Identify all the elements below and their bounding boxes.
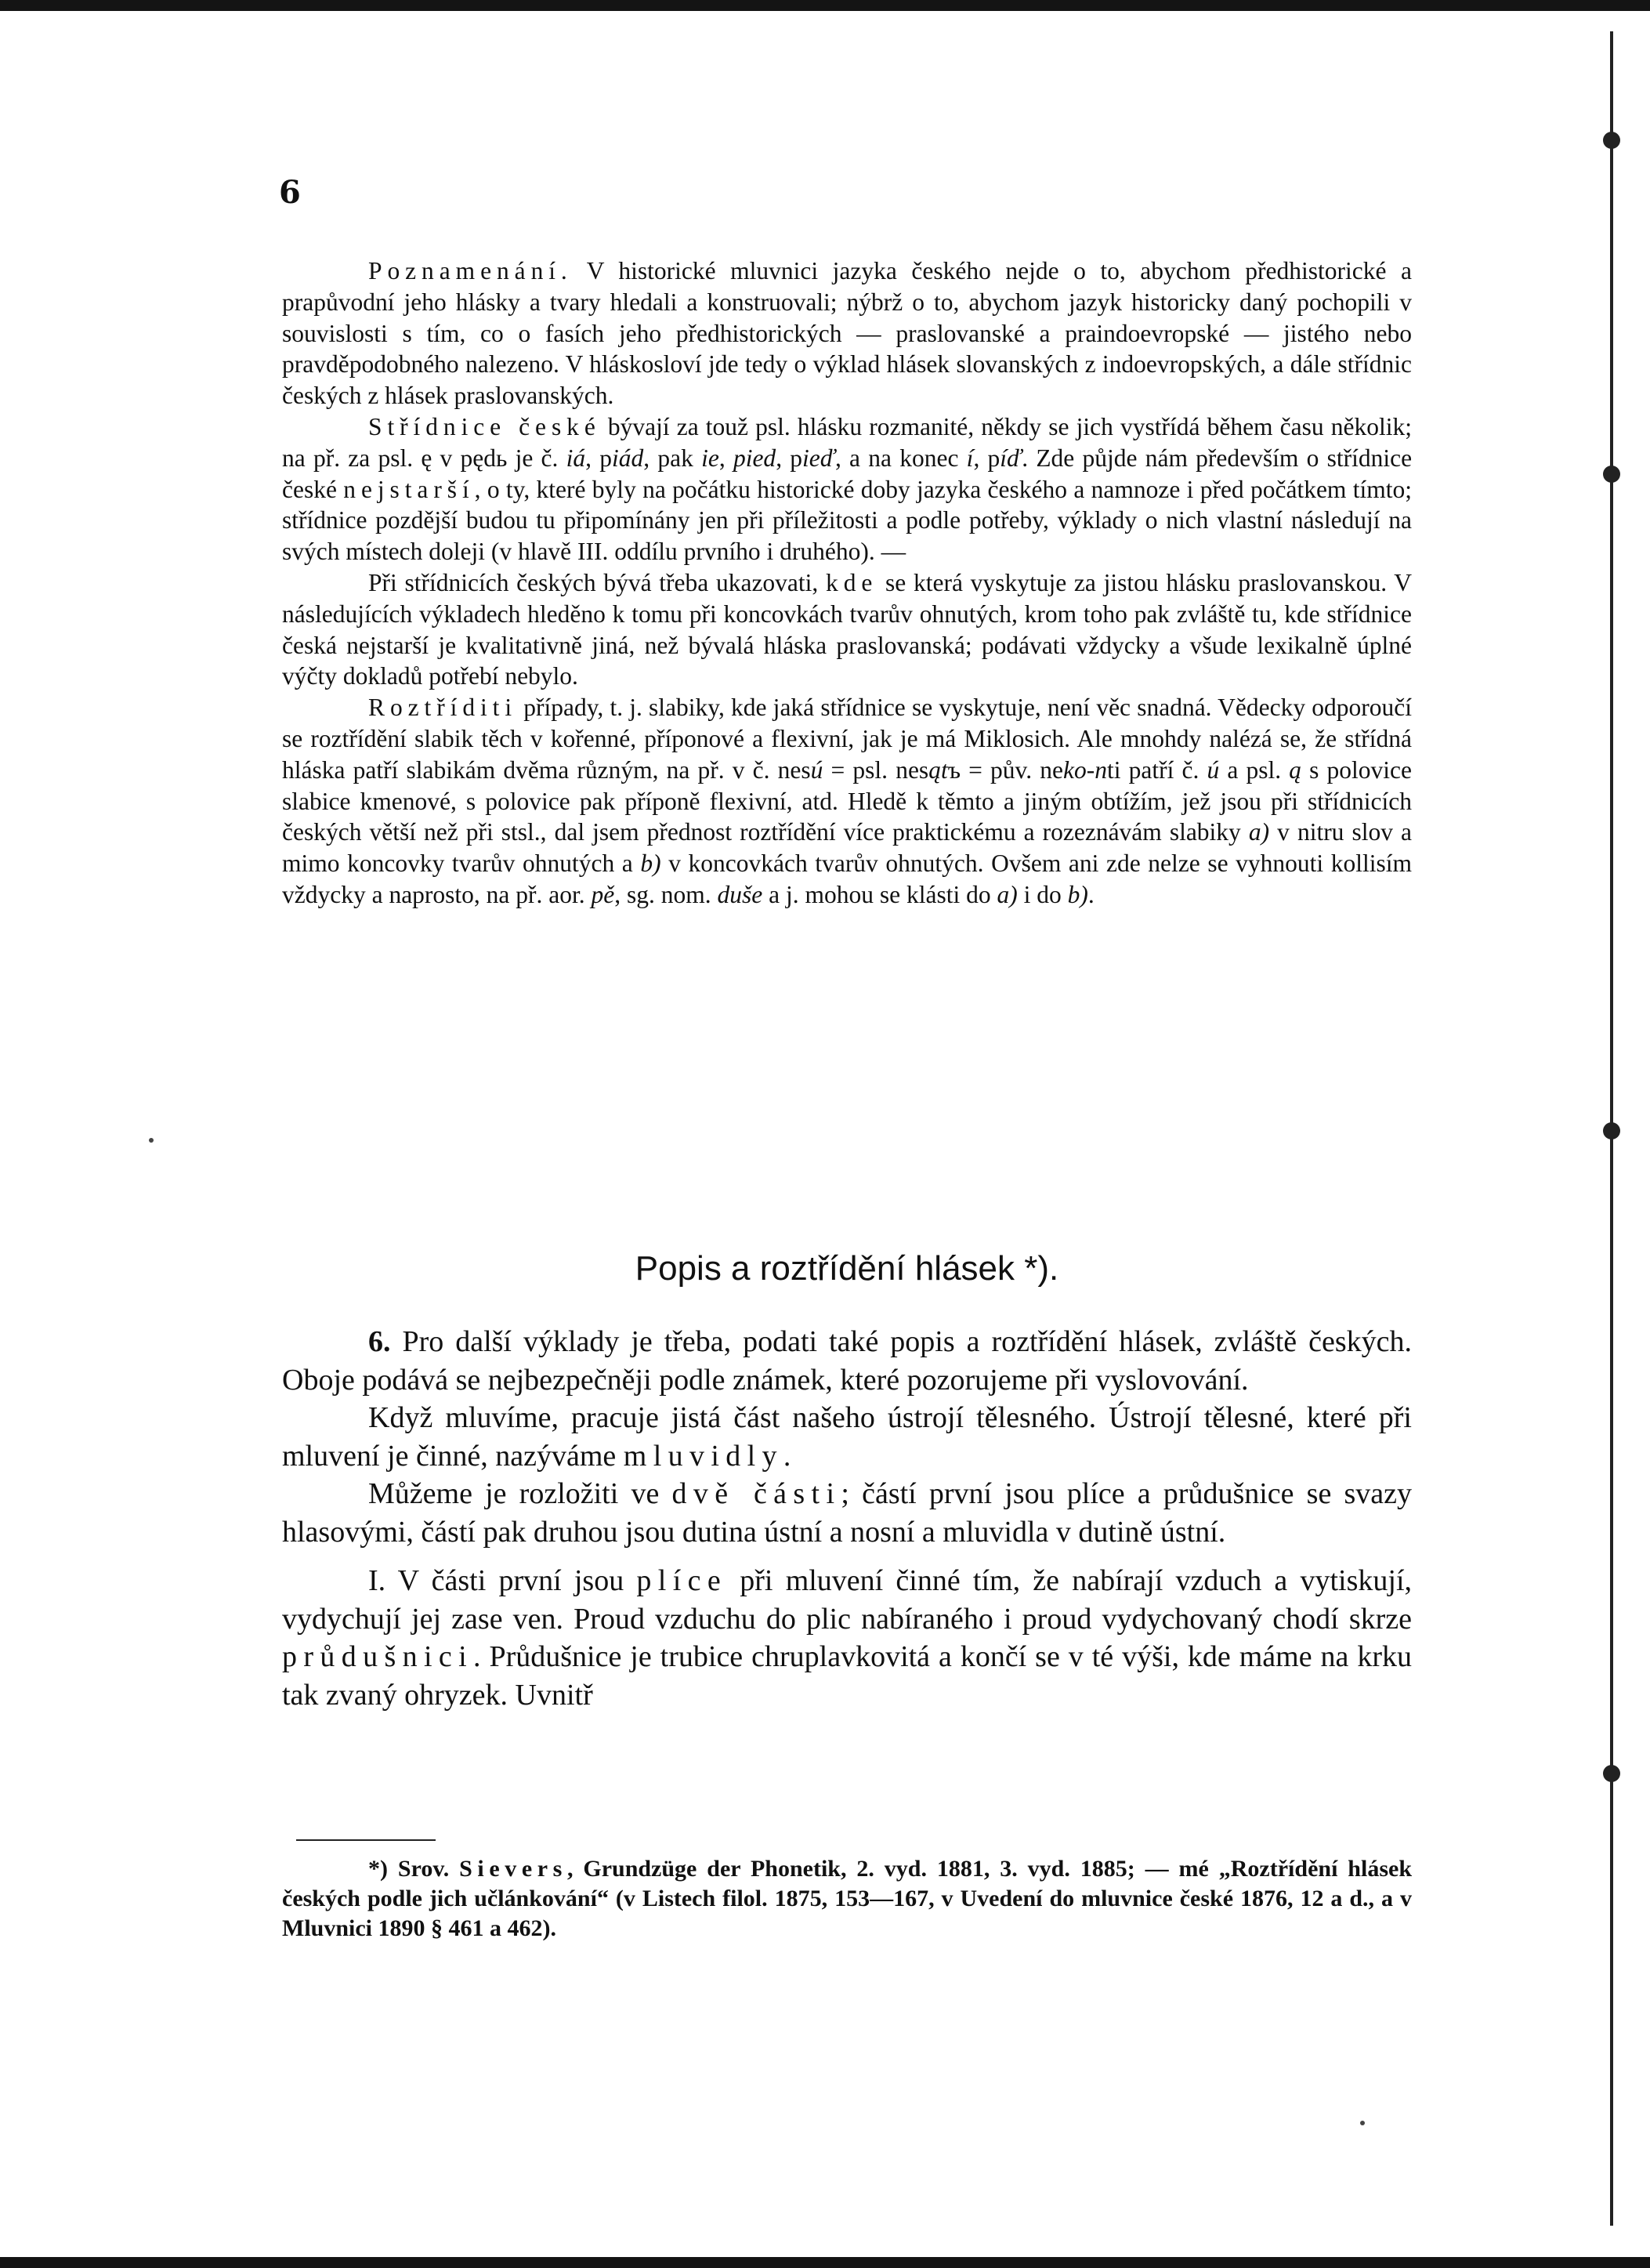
remark-section xyxy=(282,255,1412,911)
text-span: ; částí první jsou plíce a průdušnice se svazy hlasovými, částí pak druhou jsou dutina ústní a nosní a mluvidla v dutině ústní. xyxy=(282,1477,1413,1549)
remark-lead: Poznamenání. xyxy=(368,257,573,284)
edge-mark xyxy=(1603,466,1620,483)
remark-text: V historické mluvnici jazyka českého nejde o to, abychom předhistorické a prapůvodní jeho hlásky a tvary hledali a konstruovali; nýbrž o to, abychom jazyk historicky daný pochopili v souvislosti s tím, co o fasích jeho předhistorických — praslovanské a praindoevropské — jistého nebo pravděpodobného nalezeno. V hláskosloví jde tedy o výklad hlásek slovanských z indoevropských, a dále střídnic českých z hlásek praslovanských. xyxy=(282,257,1412,410)
term-nejstarsi: nejstarší xyxy=(343,475,475,503)
label-a: a) xyxy=(1248,818,1270,846)
term-prudusnici: průdušnici xyxy=(282,1640,474,1673)
text-span: . Průdušnice je trubice chruplavkovitá a končí se v té výši, kde máme na krku tak zvaný ohryzek. Uvnitř xyxy=(282,1640,1412,1712)
edge-mark xyxy=(1603,132,1620,149)
text-span: bývají za touž psl. hlásku rozmanité, někdy se jich vystřídá během času několik; na př. za psl. ę v pędь je č. xyxy=(282,412,1412,472)
form-ie: ie xyxy=(701,444,719,472)
text-span: , o ty, které byly na počátku historické doby jazyka českého a namnoze i před počátkem tímto; střídnice pozdější budou tu připomínány jen při příležitosti a podle potřeby, výklady o nich vlastní následují na svých místech doleji (v hlavě III. oddílu prvního i druhého). — xyxy=(282,475,1413,566)
edge-mark xyxy=(1603,1122,1620,1139)
text-span: případy, t. j. slabiky, kde jaká střídnice se vyskytuje, není věc snadná. Vědecky odporoučí se roztřídění slabik těch v kořenné, příponové a flexivní, jak je má Miklosich. Ale mnohdy nalézá se, že střídná hláska patří slabikám dvěma různým, na př. v č. nes xyxy=(282,694,1412,784)
main-paragraph-3 xyxy=(282,1475,1412,1551)
remark-paragraph-4 xyxy=(282,692,1412,911)
text-span: , p xyxy=(776,444,803,472)
footnote-divider xyxy=(296,1839,436,1841)
text-span: Pro další výklady je třeba, podati také popis a roztřídění hlásek, zvláště českých. Oboje podává se nejbezpečněji podle známek, které pozorujeme při vyslovování. xyxy=(282,1325,1413,1397)
text-span: . xyxy=(783,1439,791,1473)
main-section xyxy=(282,1323,1412,1714)
label-b: b) xyxy=(640,850,661,878)
form-id: íď xyxy=(1000,444,1022,472)
form-ia: iá xyxy=(566,444,586,472)
label-a: a) xyxy=(997,880,1018,908)
text-span: , sg. nom. xyxy=(614,880,711,908)
text-span: , Grundzüge der Phonetik, 2. vyd. 1881, 3. vyd. 1885; — mé „Roztřídění hlásek českých podle jich učlánkování“ (v Listech filol. 1875, 153—167, v Uvedení do mluvnice české 1876, 12 a d., a v Mluvnici 1890 § 461 a 462). xyxy=(282,1856,1413,1941)
label-b: b) xyxy=(1067,880,1088,908)
text-span: *) Srov. xyxy=(368,1856,450,1882)
speck xyxy=(149,1138,154,1143)
footnote xyxy=(282,1854,1412,1944)
footnote-paragraph xyxy=(282,1854,1412,1944)
text-span: a psl. xyxy=(1227,755,1282,784)
author-sievers: Sievers xyxy=(459,1856,567,1882)
text-span: , p xyxy=(973,444,1000,472)
form-qt: ąt xyxy=(928,755,948,784)
section-number: 6. xyxy=(368,1325,391,1358)
text-span: = psl. nes xyxy=(823,755,929,784)
form-u: ú xyxy=(1207,755,1220,784)
form-ko-n: ko-n xyxy=(1062,755,1107,784)
form-i: í xyxy=(966,444,974,472)
form-pied: pied xyxy=(733,444,776,472)
form-u: ú xyxy=(810,755,823,784)
text-span: se která vyskytuje za jistou hlásku praslovanskou. V následujících výkladech hleděno k tomu při koncovkách tvarův ohnutých, krom toho pak zvláště tu, kde střídnice česká nejstarší je kvalitativně jiná, než bývalá hláska praslovanská; podávati vždycky a všude lexikalně úplné výčty dokladů potřebí nebylo. xyxy=(282,568,1413,690)
text-span: ti patří č. xyxy=(1106,755,1200,784)
form-pe: pě xyxy=(591,880,615,908)
text-span: a j. mohou se klásti do xyxy=(769,880,991,908)
text-span: , a na konec xyxy=(834,444,959,472)
text-span: . Zde půjde nám především o střídnice české xyxy=(282,444,1413,503)
text-span: ъ = pův. ne xyxy=(947,755,1063,784)
text-span: I. V části první jsou xyxy=(368,1564,624,1597)
text-span: i do xyxy=(1023,880,1062,908)
text-span: při mluvení činné tím, že nabírají vzduch a vytiskují, vydychují jej zase ven. Proud vzduchu do plic nabíraného i proud vydychovaný chodí skrze xyxy=(282,1564,1413,1636)
remark-paragraph-3 xyxy=(282,567,1412,692)
text-span: Když mluvíme, pracuje jistá část našeho ústrojí tělesného. Ústrojí tělesné, které při mluvení je činné, nazýváme xyxy=(282,1401,1412,1473)
text-span: s polovice slabice kmenové, s polovice pak příponě flexivní, atd. Hledě k těmto a jiným obtížím, jež jsou při střídnicích českých větší než při stsl., dal jsem přednost roztřídění více praktickému a rozeznávám slabiky xyxy=(282,755,1413,846)
term-roztriditi: Roztříditi xyxy=(368,694,518,722)
text-span: , pak xyxy=(643,444,693,472)
main-paragraph-4 xyxy=(282,1562,1412,1714)
term-plice: plíce xyxy=(636,1564,728,1597)
text-span: , p xyxy=(585,444,613,472)
form-q: ą xyxy=(1289,755,1302,784)
term-stridnice-ceske: Střídnice české xyxy=(368,412,601,440)
form-ied: ieď xyxy=(802,444,835,472)
text-span: , xyxy=(718,444,733,472)
page-number: 6 xyxy=(279,174,301,211)
form-duse: duše xyxy=(717,880,763,908)
term-mluvidly: mluvidly xyxy=(623,1439,783,1473)
text-span: v nitru slov a mimo koncovky tvarův ohnutých a xyxy=(282,818,1412,878)
edge-mark xyxy=(1603,1765,1620,1782)
remark-paragraph-2 xyxy=(282,411,1412,567)
speck xyxy=(1360,2121,1365,2125)
text-span: v koncovkách tvarův ohnutých. Ovšem ani zde nelze se vyhnouti kollisím vždycky a naprosto, na př. aor. xyxy=(282,850,1413,908)
text-span: . xyxy=(1087,880,1095,908)
term-dve-casti: dvě části xyxy=(671,1477,841,1510)
text-span: Můžeme je rozložiti ve xyxy=(368,1477,660,1510)
main-paragraph-2 xyxy=(282,1399,1412,1475)
text-span: Při střídnicích českých bývá třeba ukazovati, xyxy=(368,568,819,596)
form-iad: iád xyxy=(612,444,644,472)
remark-paragraph-1 xyxy=(282,255,1412,411)
section-heading: Popis a roztřídění hlásek *). xyxy=(635,1249,1059,1288)
main-paragraph-1 xyxy=(282,1323,1412,1399)
term-kde: kde xyxy=(826,568,878,596)
